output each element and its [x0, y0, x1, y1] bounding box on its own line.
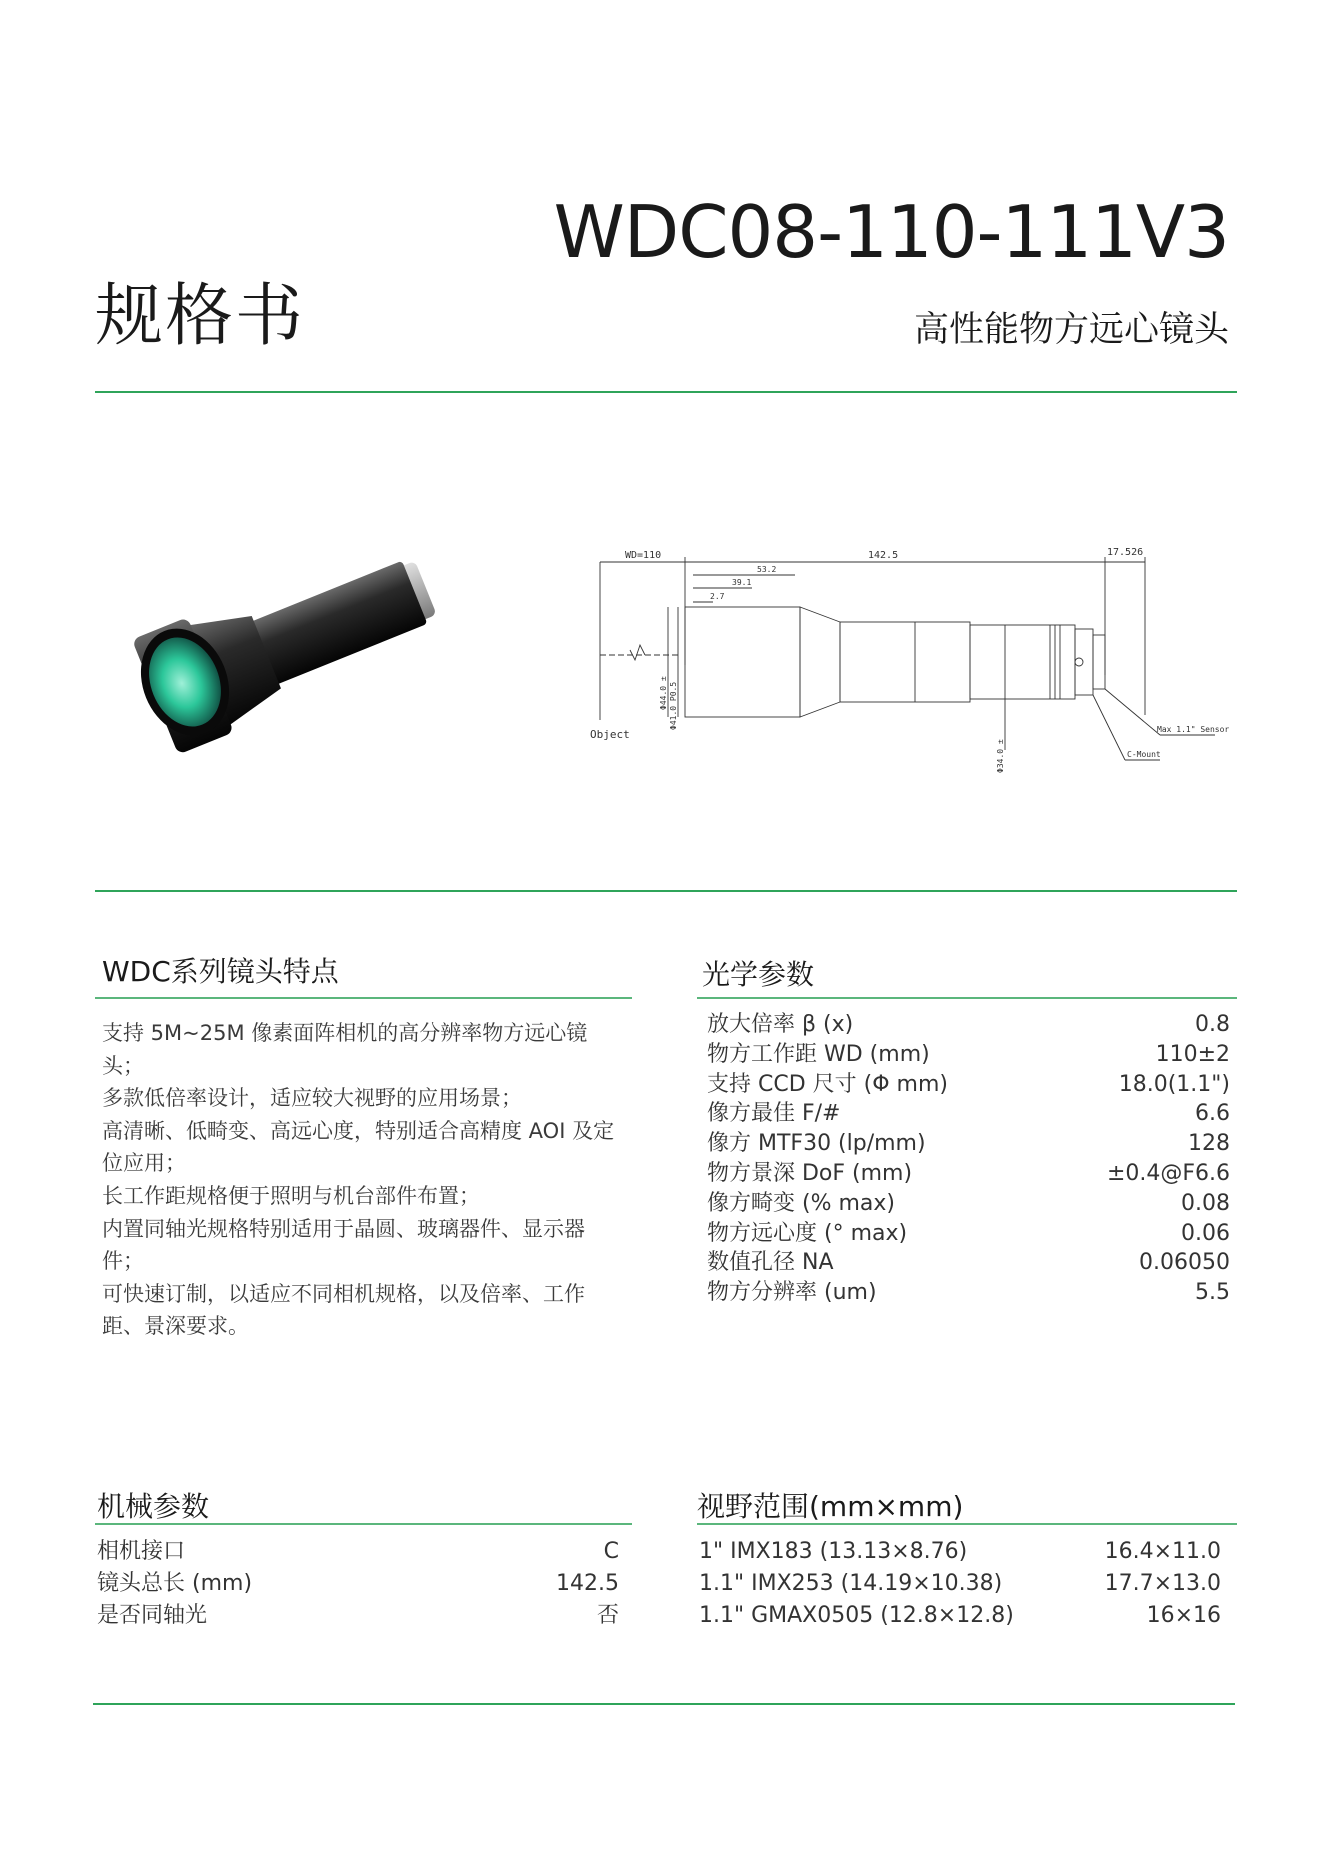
drawing-dia41-label: Φ41.0 P0.5: [669, 681, 678, 730]
row-value: 128: [1188, 1131, 1230, 1157]
optical-row: [707, 1129, 1230, 1159]
drawing-39-label: 39.1: [732, 578, 752, 587]
optical-row: [707, 1219, 1230, 1249]
feature-item: 多款低倍率设计，适应较大视野的应用场景；: [102, 1086, 522, 1111]
row-label: 像方畸变 (% max): [707, 1190, 895, 1216]
drawing-object-label: Object: [590, 728, 630, 741]
row-value: ±0.4@F6.6: [1106, 1160, 1230, 1186]
row-label: 1" IMX183 (13.13×8.76): [699, 1539, 968, 1564]
footer-divider: [93, 1703, 1235, 1705]
row-value: 0.06: [1181, 1220, 1230, 1246]
optical-title: 光学参数: [702, 958, 815, 991]
mechanical-row: [97, 1600, 619, 1632]
row-value: 0.06050: [1139, 1250, 1230, 1276]
optical-row: [707, 1248, 1230, 1278]
drawing-27-label: 2.7: [710, 592, 725, 601]
row-value: C: [603, 1539, 619, 1564]
fov-divider: [697, 1523, 1237, 1525]
row-label: 1.1" IMX253 (14.19×10.38): [699, 1571, 1003, 1596]
features-list: [102, 1017, 622, 1343]
fov-table: [699, 1536, 1221, 1632]
feature-item: 内置同轴光规格特别适用于晶圆、玻璃器件、显示器件；: [102, 1216, 585, 1274]
feature-item: 支持 5M~25M 像素面阵相机的高分辨率物方远心镜头；: [102, 1021, 588, 1078]
drawing-total-length-label: 142.5: [868, 550, 899, 561]
feature-item: 可快速订制，以适应不同相机规格，以及倍率、工作距、景深要求。: [102, 1281, 585, 1339]
row-label: 物方景深 DoF (mm): [707, 1160, 913, 1186]
feature-item: 高清晰、低畸变、高远心度，特别适合高精度 AOI 及定位应用；: [102, 1118, 615, 1176]
dimension-drawing: [585, 545, 1235, 785]
drawing-53-label: 53.2: [757, 565, 777, 574]
document-title: 规格书: [95, 277, 306, 356]
drawing-mount-label: C-Mount: [1127, 750, 1161, 759]
row-value: 18.0(1.1"): [1118, 1071, 1230, 1097]
drawing-flange-label: 17.526: [1107, 547, 1144, 558]
drawing-front-barrel: [685, 607, 800, 717]
row-value: 0.8: [1195, 1012, 1230, 1037]
row-label: 支持 CCD 尺寸 (Φ mm): [707, 1071, 948, 1097]
row-value: 16×16: [1146, 1603, 1221, 1628]
row-value: 16.4×11.0: [1104, 1539, 1221, 1564]
features-divider: [95, 997, 632, 999]
row-value: 否: [596, 1603, 619, 1628]
optical-row: [707, 1159, 1230, 1189]
lens-product-image: [130, 555, 475, 755]
drawing-rear-barrel: [840, 622, 970, 702]
model-number: WDC08-110-111V3: [553, 190, 1229, 274]
row-value: 5.5: [1195, 1280, 1230, 1306]
row-value: 110±2: [1155, 1041, 1230, 1067]
features-title: WDC系列镜头特点: [102, 955, 339, 988]
row-label: 镜头总长 (mm): [97, 1571, 253, 1596]
optical-divider: [697, 997, 1237, 999]
optical-table: [707, 1010, 1230, 1308]
drawing-sensor-label: Max 1.1" Sensor: [1157, 725, 1230, 734]
mechanical-row: [97, 1536, 619, 1568]
row-label: 像方最佳 F/#: [707, 1101, 841, 1127]
row-label: 是否同轴光: [97, 1603, 208, 1628]
optical-row: [707, 1010, 1230, 1040]
optical-row: [707, 1278, 1230, 1308]
row-label: 物方工作距 WD (mm): [707, 1041, 930, 1067]
row-value: 142.5: [556, 1571, 619, 1596]
drawing-dia34-label: Φ34.0 ±: [996, 739, 1005, 773]
fov-row: [699, 1568, 1221, 1600]
row-value: 0.08: [1181, 1190, 1230, 1216]
row-label: 物方分辨率 (um): [707, 1280, 877, 1306]
drawing-dia44-label: Φ44.0 ±: [659, 676, 668, 710]
row-label: 相机接口: [97, 1539, 186, 1564]
row-label: 放大倍率 β (x): [707, 1012, 854, 1037]
product-subtitle: 高性能物方远心镜头: [913, 310, 1229, 350]
header-divider: [95, 391, 1237, 393]
fov-row: [699, 1536, 1221, 1568]
mechanical-table: [97, 1536, 619, 1632]
row-value: 6.6: [1195, 1101, 1230, 1127]
fov-row: [699, 1600, 1221, 1632]
drawing-screw-hole: [1075, 658, 1083, 666]
mechanical-row: [97, 1568, 619, 1600]
mechanical-divider: [95, 1523, 632, 1525]
optical-row: [707, 1099, 1230, 1129]
mechanical-title: 机械参数: [97, 1490, 210, 1523]
row-label: 像方 MTF30 (lp/mm): [707, 1131, 926, 1157]
optical-row: [707, 1040, 1230, 1070]
row-label: 数值孔径 NA: [707, 1250, 834, 1276]
row-label: 1.1" GMAX0505 (12.8×12.8): [699, 1603, 1014, 1628]
optical-row: [707, 1070, 1230, 1100]
row-label: 物方远心度 (° max): [707, 1220, 908, 1246]
feature-item: 长工作距规格便于照明与机台部件布置；: [102, 1183, 480, 1208]
drawing-wd-label: WD=110: [625, 550, 662, 561]
optical-row: [707, 1189, 1230, 1219]
image-divider: [95, 890, 1237, 892]
row-value: 17.7×13.0: [1104, 1571, 1221, 1596]
fov-title: 视野范围(mm×mm): [697, 1490, 964, 1523]
